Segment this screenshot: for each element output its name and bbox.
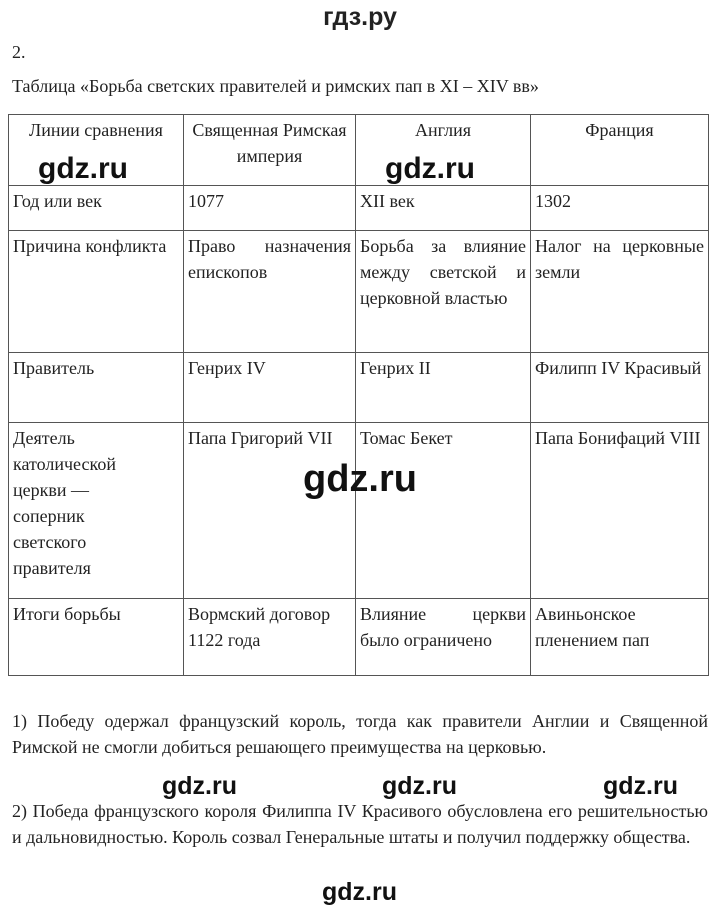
table-row: [9, 231, 709, 353]
watermark: gdz.ru: [385, 152, 475, 185]
table-cell: Папа Григорий VII: [184, 423, 356, 599]
table-cell: Борьба за влияние между светской и церковной властью: [356, 231, 531, 353]
header-cell: Священная Римская империя: [184, 115, 356, 186]
answer-2: 2) Победа французского короля Филиппа IV Красивого обусловлена его решительностью и дальновидностью. Король созвал Генеральные штаты и получил поддержку общества.: [12, 801, 708, 847]
table-row: [9, 423, 709, 599]
table-cell: Томас Бекет: [356, 423, 531, 599]
table-cell: 1302: [531, 186, 709, 231]
table-cell: Право назначения епископов: [184, 231, 356, 353]
table-cell: Филипп IV Красивый: [531, 353, 709, 423]
table-row: [9, 186, 709, 231]
watermark: gdz.ru: [303, 458, 417, 500]
table-cell: Итоги борьбы: [9, 599, 184, 676]
table-cell: 1077: [184, 186, 356, 231]
comparison-table: [8, 114, 709, 676]
table-row: [9, 353, 709, 423]
table-cell: Влияние церкви было ограничено: [356, 599, 531, 676]
table-cell: Вормский договор 1122 года: [184, 599, 356, 676]
table-caption: Таблица «Борьба светских правителей и римских пап в XI – XIV вв»: [12, 76, 539, 96]
watermark: gdz.ru: [322, 878, 397, 906]
watermark: gdz.ru: [38, 152, 128, 185]
watermark: gdz.ru: [603, 772, 678, 800]
header-cell: Англия: [356, 115, 531, 186]
answer-1: 1) Победу одержал французский король, тогда как правители Англии и Священной Римской не смогли добиться решающего преимущества на церковью.: [12, 711, 708, 757]
table-cell: Генрих IV: [184, 353, 356, 423]
table-cell: XII век: [356, 186, 531, 231]
task-number: 2.: [12, 42, 26, 62]
table-cell: Деятель католической церкви — соперник светского правителя: [9, 423, 184, 599]
table-cell: Авиньонское пленением пап: [531, 599, 709, 676]
table-cell: Причина конфликта: [9, 231, 184, 353]
table-cell: Правитель: [9, 353, 184, 423]
table-cell: Генрих II: [356, 353, 531, 423]
table-cell: Папа Бонифаций VIII: [531, 423, 709, 599]
table-row: [9, 599, 709, 676]
header-cell: Франция: [531, 115, 709, 186]
header-cell: Линии сравнения: [9, 115, 184, 186]
watermark: gdz.ru: [382, 772, 457, 800]
site-title: гдз.ру: [323, 3, 397, 31]
table-cell: Год или век: [9, 186, 184, 231]
table-cell: Налог на церковные земли: [531, 231, 709, 353]
watermark: gdz.ru: [162, 772, 237, 800]
